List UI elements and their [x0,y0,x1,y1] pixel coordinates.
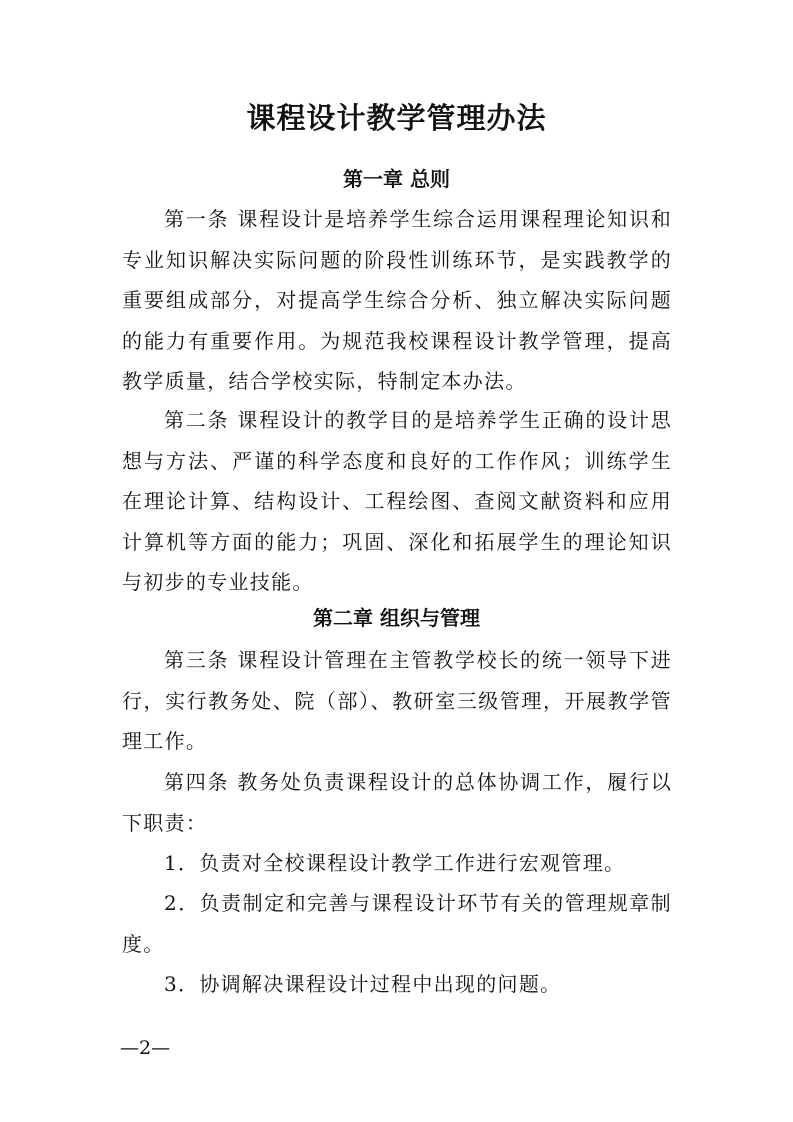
article-2-paragraph: 第二条 课程设计的教学目的是培养学生正确的设计思想与方法、严谨的科学态度和良好的工作作风；训练学生在理论计算、结构设计、工程绘图、查阅文献资料和应用计算机等方面的能力；巩固、深化和拓展学生的理论知识与初步的专业技能。 [122,408,672,594]
list-item-1: 1．负责对全校课程设计教学工作进行宏观管理。 [164,851,626,875]
list-item-2: 2．负责制定和完善与课程设计环节有关的管理规章制度。 [122,891,672,956]
article-3-paragraph: 第三条 课程设计管理在主管教学校长的统一领导下进行，实行教务处、院（部）、教研室三级管理，开展教学管理工作。 [122,648,672,753]
chapter-heading-organization: 第二章 组织与管理 [313,606,480,630]
page-number: —2— [120,1037,171,1059]
article-4-paragraph: 第四条 教务处负责课程设计的总体协调工作，履行以下职责： [122,770,672,835]
chapter-heading-general: 第一章 总则 [343,167,450,191]
article-1-paragraph: 第一条 课程设计是培养学生综合运用课程理论知识和专业知识解决实际问题的阶段性训练环节，是实践教学的重要组成部分，对提高学生综合分析、独立解决实际问题的能力有重要作用。为规范我校课程设计教学管理，提高教学质量，结合学校实际，特制定本办法。 [122,207,672,393]
document-title: 课程设计教学管理办法 [246,101,547,135]
list-item-3: 3．协调解决课程设计过程中出现的问题。 [164,972,562,996]
